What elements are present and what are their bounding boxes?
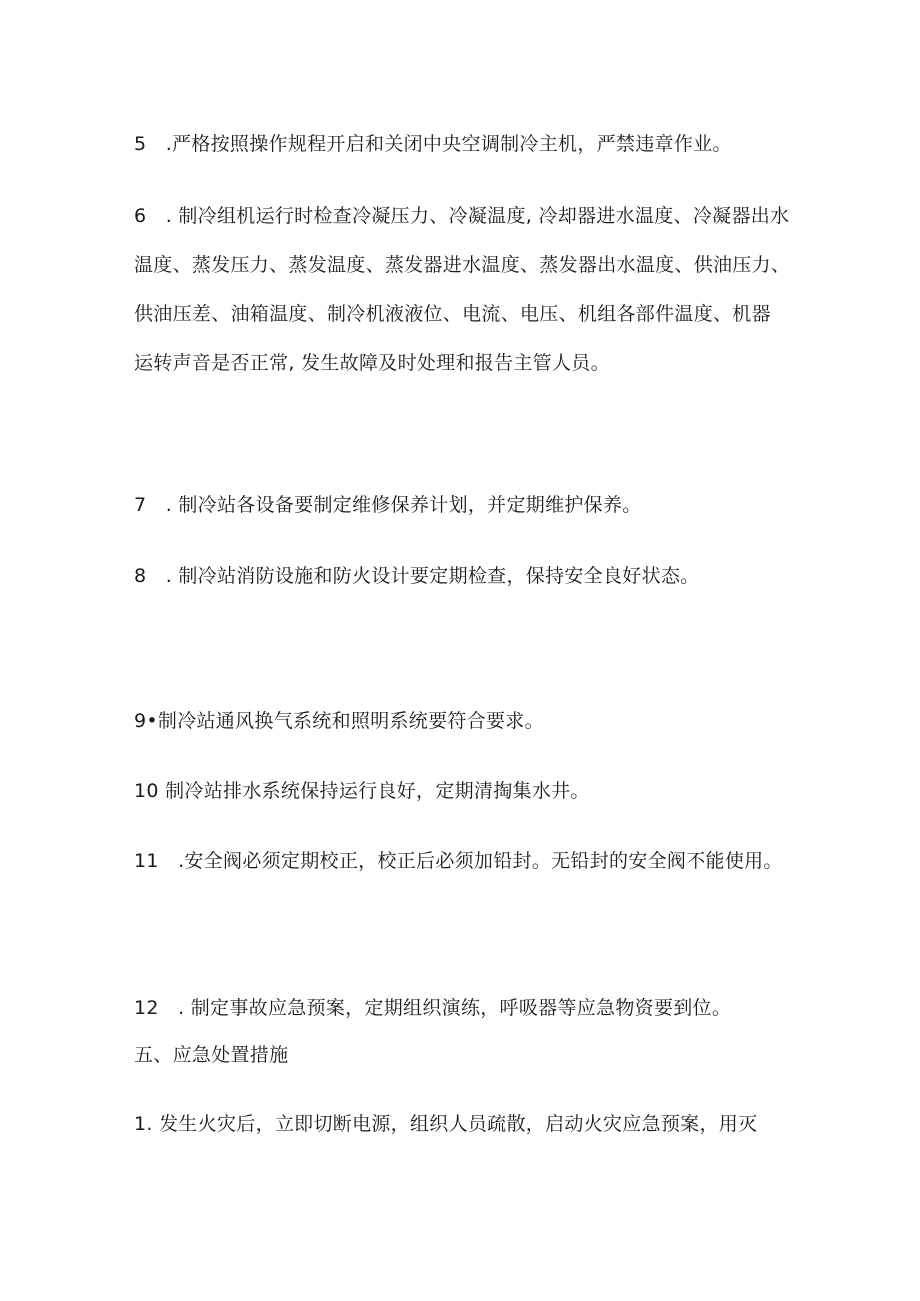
item-11-line: 11 .安全阀必须定期校正，校正后必须加铅封。无铅封的安全阀不能使用。 xyxy=(134,850,783,872)
item-6-line-1: 6 . 制冷组机运行时检查冷凝压力、冷凝温度, 冷却器进水温度、冷凝器出水 xyxy=(134,205,790,227)
emergency-item-1-line: 1. 发生火灾后，立即切断电源，组织人员疏散，启动火灾应急预案，用灭 xyxy=(134,1113,758,1135)
item-10-line: 10 制冷站排水系统保持运行良好，定期清掏集水井。 xyxy=(134,780,590,802)
item-8-line: 8 . 制冷站消防设施和防火设计要定期检查，保持安全良好状态。 xyxy=(134,565,700,587)
item-5-line: 5 .严格按照操作规程开启和关闭中央空调制冷主机，严禁违章作业。 xyxy=(134,133,732,155)
item-6-line-3: 供油压差、油箱温度、制冷机液液位、电流、电压、机组各部件温度、机器 xyxy=(134,303,771,325)
item-6-line-2: 温度、蒸发压力、蒸发温度、蒸发器进水温度、蒸发器出水温度、供油压力、 xyxy=(134,254,791,276)
item-7-line: 7 . 制冷站各设备要制定维修保养计划，并定期维护保养。 xyxy=(134,494,642,516)
item-9-line: 9•制冷站通风换气系统和照明系统要符合要求。 xyxy=(134,710,544,732)
item-12-line: 12 . 制定事故应急预案，定期组织演练，呼吸器等应急物资要到位。 xyxy=(134,997,732,1019)
item-6-line-4: 运转声音是否正常, 发生故障及时处理和报告主管人员。 xyxy=(134,352,610,374)
section-heading: 五、应急处置措施 xyxy=(134,1044,289,1066)
